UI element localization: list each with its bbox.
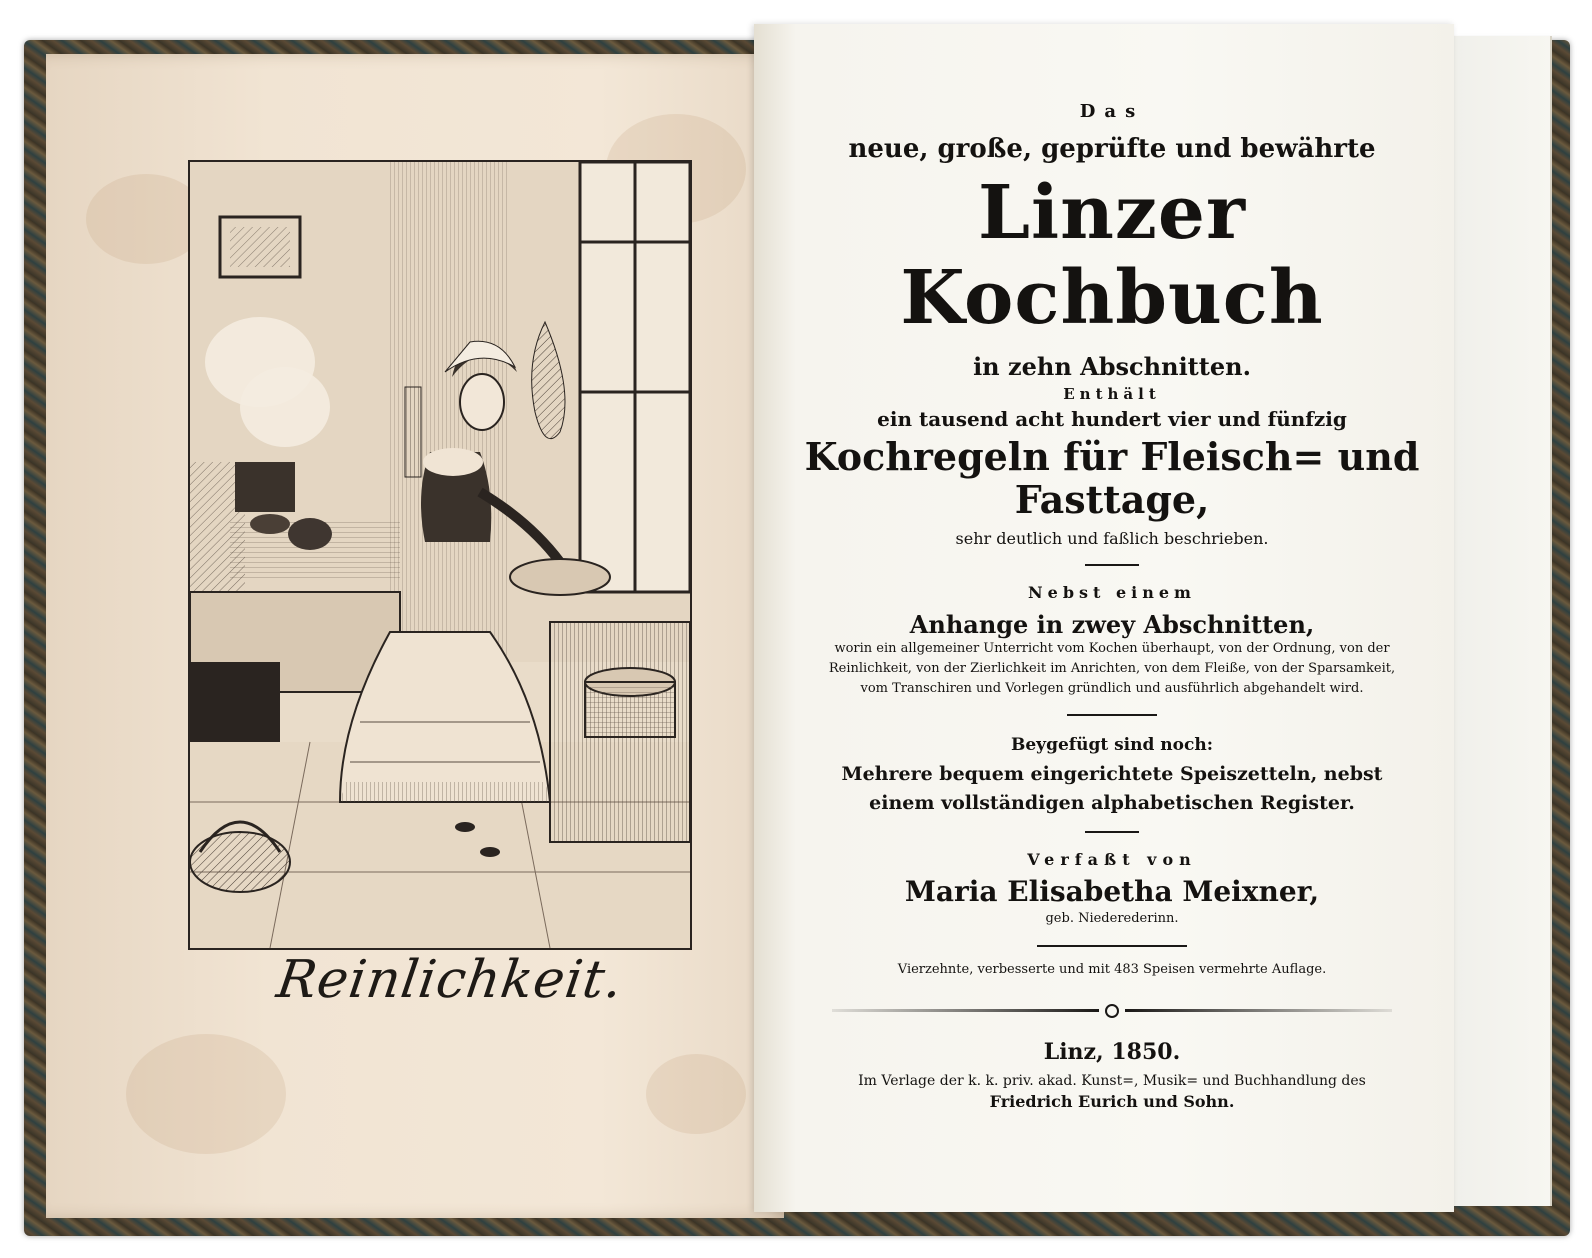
anhang-description-3: vom Transchiren und Vorlegen gründlich und ausführlich abgehandelt wird. — [860, 681, 1364, 697]
rules-line: Kochregeln für Fleisch= und Fasttage, — [804, 433, 1420, 523]
edition-line: Vierzehnte, verbesserte und mit 483 Speisen vermehrte Auflage. — [897, 961, 1327, 977]
paper-stain — [126, 1034, 286, 1154]
enthaelt-line: Enthält — [1063, 385, 1161, 404]
title-das: Das — [1079, 101, 1145, 122]
paper-stain — [646, 1054, 746, 1134]
author-maiden-name: geb. Niederederinn. — [1045, 910, 1179, 926]
publisher-line-2: Friedrich Eurich und Sohn. — [989, 1092, 1235, 1112]
ornament-knot-icon — [1105, 1004, 1119, 1018]
engraving-drawing — [190, 162, 690, 948]
anhang-heading: Anhange in zwey Abschnitten, — [909, 609, 1315, 639]
engraving-caption: Reinlichkeit. — [273, 950, 627, 1010]
nebst-line: Nebst einem — [1028, 583, 1196, 603]
main-title: Linzer Kochbuch — [900, 169, 1324, 341]
beygefuegt-line: Beygefügt sind noch: — [1011, 735, 1213, 756]
publisher-line-1: Im Verlage der k. k. priv. akad. Kunst=, Musik= und Buchhandlung des — [858, 1073, 1366, 1090]
ornament-bar-left — [832, 1009, 1099, 1012]
divider-rule — [1085, 564, 1139, 566]
author-name: Maria Elisabetha Meixner, — [904, 874, 1320, 908]
title-subtitle: neue, große, geprüfte und bewährte — [848, 133, 1376, 164]
place-year: Linz, 1850. — [1043, 1038, 1181, 1065]
divider-rule — [1067, 714, 1157, 716]
anhang-description-1: worin ein allgemeiner Unterricht vom Kochen überhaupt, von der Ordnung, von der — [834, 641, 1390, 657]
described-line: sehr deutlich und faßlich beschrieben. — [955, 528, 1269, 548]
kitchen-engraving — [188, 160, 692, 950]
count-line: ein tausend acht hundert vier und fünfzig — [877, 406, 1347, 431]
anhang-description-2: Reinlichkeit, von der Zierlichkeit im Anrichten, von dem Fleiße, von der Sparsamkeit, — [828, 661, 1396, 677]
verfasst-line: Verfaßt von — [1027, 850, 1197, 870]
ornament-bar-right — [1125, 1009, 1392, 1012]
sections-line: in zehn Abschnitten. — [973, 351, 1251, 381]
page-edge-stack — [1440, 36, 1552, 1206]
title-text-block — [772, 96, 1452, 1112]
ornamental-rule — [832, 1004, 1392, 1018]
divider-rule — [1037, 945, 1187, 947]
mehrere-line-2: einem vollständigen alphabetischen Register. — [869, 792, 1355, 815]
mehrere-line-1: Mehrere bequem eingerichtete Speiszetteln, nebst — [841, 762, 1383, 785]
divider-rule — [1085, 831, 1139, 833]
